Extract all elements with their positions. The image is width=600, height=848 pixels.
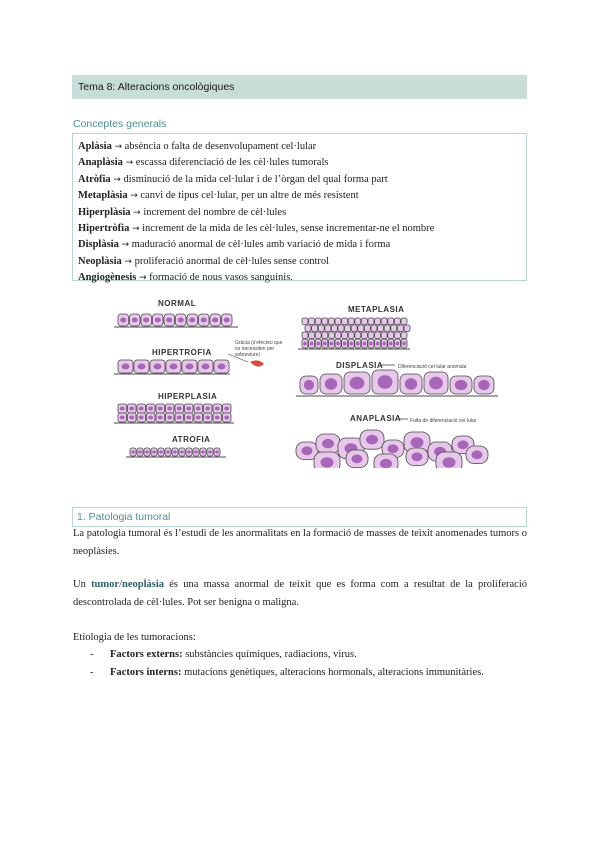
- concept-row: [78, 139, 526, 155]
- cell-nucleus: [215, 416, 220, 420]
- concept-definition: absència o falta de desenvolupament cel·lular: [124, 141, 317, 152]
- cell: [394, 332, 400, 339]
- list-item: [90, 649, 357, 660]
- cell-nucleus: [120, 416, 125, 420]
- cell-nucleus: [178, 318, 184, 323]
- concept-definition: disminució de la mida cel·lular i de l’òrgan del qual forma part: [123, 173, 388, 185]
- section-heading: 1. Patologia tumoral: [77, 511, 171, 523]
- label-displasia: DISPLASIA: [336, 361, 384, 370]
- cell-nucleus: [411, 437, 424, 447]
- cell: [328, 332, 334, 339]
- cell-nucleus: [205, 416, 210, 420]
- cell-nucleus: [316, 342, 320, 346]
- text-fragment: és una massa anormal de teixit que es forma com a resultat de la proliferació descontrolada de cèl·lules. Pot ser benigna o maligna.: [73, 579, 527, 608]
- cell-nucleus: [180, 450, 184, 453]
- cell-nucleus: [120, 318, 126, 323]
- cell-nucleus: [148, 416, 153, 420]
- cell: [381, 332, 387, 339]
- cell-nucleus: [158, 416, 163, 420]
- concept-row: [78, 221, 526, 237]
- cell-nucleus: [224, 416, 229, 420]
- arrow-icon: →: [124, 256, 132, 267]
- cell-nucleus: [187, 450, 191, 453]
- cell-nucleus: [363, 342, 367, 346]
- cell-nucleus: [152, 450, 156, 453]
- cell-nucleus: [129, 416, 134, 420]
- cell-nucleus: [166, 318, 172, 323]
- concept-row: [78, 254, 526, 270]
- concept-term: Displàsia: [78, 239, 119, 251]
- cell: [371, 325, 377, 332]
- cell-nucleus: [154, 364, 162, 370]
- concept-term: Metaplàsia: [78, 190, 128, 202]
- cell-nucleus: [201, 450, 205, 453]
- concept-row: [78, 205, 526, 221]
- cell: [302, 318, 308, 325]
- topic-title: Tema 8: Alteracions oncològiques: [78, 81, 235, 93]
- cell: [364, 325, 370, 332]
- cell-nucleus: [389, 342, 393, 346]
- arrow-icon: →: [125, 158, 134, 169]
- cell: [384, 325, 390, 332]
- cell: [338, 325, 344, 332]
- cell-nucleus: [429, 377, 443, 390]
- cell: [335, 318, 341, 325]
- concept-term: Anaplàsia: [78, 157, 123, 169]
- cell-nucleus: [201, 318, 207, 323]
- cell-nucleus: [189, 318, 195, 323]
- cell-nucleus: [139, 407, 144, 411]
- cell-nucleus: [472, 450, 483, 459]
- arrow-icon: →: [114, 142, 123, 152]
- concept-definition: increment de la mida de les cèl·lules, sense incrementar-ne el nombre: [142, 223, 435, 235]
- cell-nucleus: [356, 342, 360, 346]
- concept-definition: maduració anormal de cèl·lules amb variació de mida i forma: [131, 239, 391, 251]
- concept-row: [78, 172, 526, 188]
- cell: [361, 318, 367, 325]
- arrow-icon: →: [121, 240, 130, 251]
- note-hipertrofia-3: sobreviure): [235, 352, 261, 358]
- arrow-icon: →: [138, 273, 147, 284]
- cell-nucleus: [196, 416, 201, 420]
- cell: [328, 318, 334, 325]
- cell: [309, 318, 315, 325]
- cell-nucleus: [405, 378, 418, 389]
- cell: [375, 332, 381, 339]
- concept-row: [78, 237, 526, 253]
- note-displasia: Diferenciació cel·lular anomala: [398, 364, 467, 370]
- cell: [315, 332, 321, 339]
- concept-term: Hipertròfia: [78, 223, 130, 235]
- arrow-icon: →: [130, 191, 138, 202]
- bullet-label: Factors interns:: [110, 667, 182, 678]
- concept-term: Angiogènesis: [78, 272, 137, 284]
- topic-title-bar: [72, 75, 527, 99]
- cell-nucleus: [186, 364, 194, 370]
- cell-nucleus: [396, 342, 400, 346]
- cell-nucleus: [376, 342, 380, 346]
- cell: [388, 332, 394, 339]
- cell-nucleus: [458, 440, 469, 449]
- cell: [342, 332, 348, 339]
- cell-nucleus: [122, 364, 130, 370]
- list-item: [90, 667, 484, 678]
- concept-definition: escassa diferenciació de les cèl·lules tumorals: [135, 157, 329, 169]
- cell-nucleus: [325, 378, 338, 389]
- cell-nucleus: [366, 435, 378, 445]
- cell-nucleus: [352, 454, 363, 463]
- cell-nucleus: [196, 407, 201, 411]
- cell: [312, 325, 318, 332]
- cell-nucleus: [455, 380, 468, 390]
- cell-nucleus: [215, 450, 219, 453]
- paragraph-definition: La patologia tumoral és l’estudi de les anormalitats en la formació de masses de teixit anomenades tumors o neoplàsies.: [73, 528, 527, 557]
- cell-nucleus: [224, 318, 230, 323]
- concept-term: Neoplàsia: [78, 255, 122, 267]
- cell: [355, 318, 361, 325]
- text-fragment: /: [119, 579, 122, 590]
- concept-row: [78, 188, 526, 204]
- cell-nucleus: [302, 446, 313, 455]
- cell: [355, 332, 361, 339]
- concept-row: [78, 270, 526, 286]
- cell-nucleus: [208, 450, 212, 453]
- bullet-text: substàncies químiques, radiacions, virus.: [182, 649, 357, 660]
- term-tumor: tumor: [91, 579, 120, 590]
- cell: [322, 332, 328, 339]
- cell-nucleus: [186, 407, 191, 411]
- concept-definition: proliferació anormal de cèl·lules sense control: [134, 255, 330, 267]
- paragraph-tumor: [73, 576, 527, 612]
- concept-definition: formació de nous vasos sanguinis.: [149, 272, 293, 284]
- cell-nucleus: [166, 450, 170, 453]
- cell-nucleus: [139, 416, 144, 420]
- cell: [348, 318, 354, 325]
- cell: [401, 318, 407, 325]
- cell-alterations-illustration: [110, 292, 510, 468]
- bullet-dash: -: [90, 667, 94, 678]
- cell-nucleus: [120, 407, 125, 411]
- cell: [345, 325, 351, 332]
- cell-nucleus: [218, 364, 226, 370]
- cell-nucleus: [167, 407, 172, 411]
- cell: [397, 325, 403, 332]
- cell-nucleus: [330, 342, 334, 346]
- cell-nucleus: [369, 342, 373, 346]
- blood-vessel-icon: [250, 360, 264, 366]
- cell: [375, 318, 381, 325]
- cell-nucleus: [443, 457, 456, 467]
- cell: [305, 325, 311, 332]
- cell-nucleus: [310, 342, 314, 346]
- cell: [401, 332, 407, 339]
- bullet-label: Factors externs:: [110, 649, 183, 660]
- cell-nucleus: [177, 407, 182, 411]
- cell-nucleus: [129, 407, 134, 411]
- cell: [351, 325, 357, 332]
- cell-nucleus: [145, 450, 149, 453]
- cell-nucleus: [380, 459, 392, 468]
- cell: [302, 332, 308, 339]
- cell-nucleus: [212, 318, 218, 323]
- label-hipertrofia: HIPERTROFIA: [152, 348, 212, 357]
- cell-nucleus: [323, 342, 327, 346]
- cell: [368, 332, 374, 339]
- label-anaplasia: ANAPLASIA: [350, 414, 402, 423]
- cell-nucleus: [349, 342, 353, 346]
- cell-nucleus: [173, 450, 177, 453]
- cell-nucleus: [402, 342, 406, 346]
- label-atrofia: ATROFIA: [172, 435, 211, 444]
- cell-nucleus: [148, 407, 153, 411]
- bullet-text: mutacions genètiques, alteracions hormonals, alteracions immunitàries.: [181, 667, 484, 678]
- cell: [342, 318, 348, 325]
- cell-nucleus: [186, 416, 191, 420]
- concept-term: Hiperplàsia: [78, 206, 131, 218]
- section-heading-bar: [72, 507, 527, 527]
- label-normal: NORMAL: [158, 299, 197, 308]
- note-hipertrofia-2: es necessiten per: [235, 346, 275, 352]
- cell: [368, 318, 374, 325]
- arrow-icon: →: [133, 207, 141, 218]
- cell: [322, 318, 328, 325]
- cell-nucleus: [303, 342, 307, 346]
- cell: [404, 325, 410, 332]
- cell: [361, 332, 367, 339]
- cell-nucleus: [202, 364, 210, 370]
- concepts-heading: Conceptes generals: [73, 118, 167, 130]
- cell: [394, 318, 400, 325]
- text-fragment: Un: [73, 579, 92, 590]
- cell: [381, 318, 387, 325]
- cell: [331, 325, 337, 332]
- etiology-intro: Etiologia de les tumoracions:: [73, 632, 196, 643]
- bullet-dash: -: [90, 649, 94, 660]
- cell-nucleus: [167, 416, 172, 420]
- cell-nucleus: [143, 318, 149, 323]
- cell-nucleus: [378, 375, 393, 389]
- cell-nucleus: [304, 380, 314, 390]
- cell-nucleus: [194, 450, 198, 453]
- concept-term: Atròfia: [78, 173, 111, 185]
- cell-nucleus: [215, 407, 220, 411]
- cell-nucleus: [177, 416, 182, 420]
- cell-nucleus: [170, 364, 178, 370]
- concepts-box: [72, 133, 527, 284]
- cell-nucleus: [350, 377, 365, 390]
- label-hiperplasia: HIPERPLASIA: [158, 392, 218, 401]
- cell: [315, 318, 321, 325]
- cell-nucleus: [478, 380, 489, 390]
- cell-nucleus: [382, 342, 386, 346]
- concept-row: [78, 155, 526, 171]
- note-anaplasia: Falta de diferenciació cel·lular: [410, 418, 477, 424]
- cell-nucleus: [158, 407, 163, 411]
- term-neoplasia: neoplàsia: [121, 579, 164, 590]
- cell-nucleus: [224, 407, 229, 411]
- cell-nucleus: [336, 342, 340, 346]
- cell-nucleus: [412, 452, 423, 461]
- cell: [318, 325, 324, 332]
- arrow-icon: →: [131, 224, 140, 235]
- cell-nucleus: [321, 457, 334, 467]
- cell: [348, 332, 354, 339]
- cell: [358, 325, 364, 332]
- cell: [309, 332, 315, 339]
- cell: [335, 332, 341, 339]
- cell-nucleus: [131, 450, 135, 453]
- label-metaplasia: METAPLASIA: [348, 305, 405, 314]
- cell-nucleus: [343, 342, 347, 346]
- concept-definition: increment del nombre de cèl·lules: [143, 206, 287, 218]
- concept-term: Aplàsia: [78, 141, 112, 152]
- cell-nucleus: [155, 318, 161, 323]
- cell-nucleus: [159, 450, 163, 453]
- cell-nucleus: [322, 439, 334, 449]
- cell-nucleus: [132, 318, 138, 323]
- concept-definition: canvi de tipus cel·lular, per un altre de més resistent: [140, 190, 359, 202]
- cell-nucleus: [138, 364, 146, 370]
- arrow-icon: →: [113, 174, 121, 185]
- note-hipertrofia-1: Gràcia (s'efecteu que: [235, 340, 283, 346]
- cell-nucleus: [388, 444, 399, 453]
- cell: [388, 318, 394, 325]
- cell: [325, 325, 331, 332]
- cell: [391, 325, 397, 332]
- cell: [378, 325, 384, 332]
- cell-nucleus: [205, 407, 210, 411]
- cell-nucleus: [138, 450, 142, 453]
